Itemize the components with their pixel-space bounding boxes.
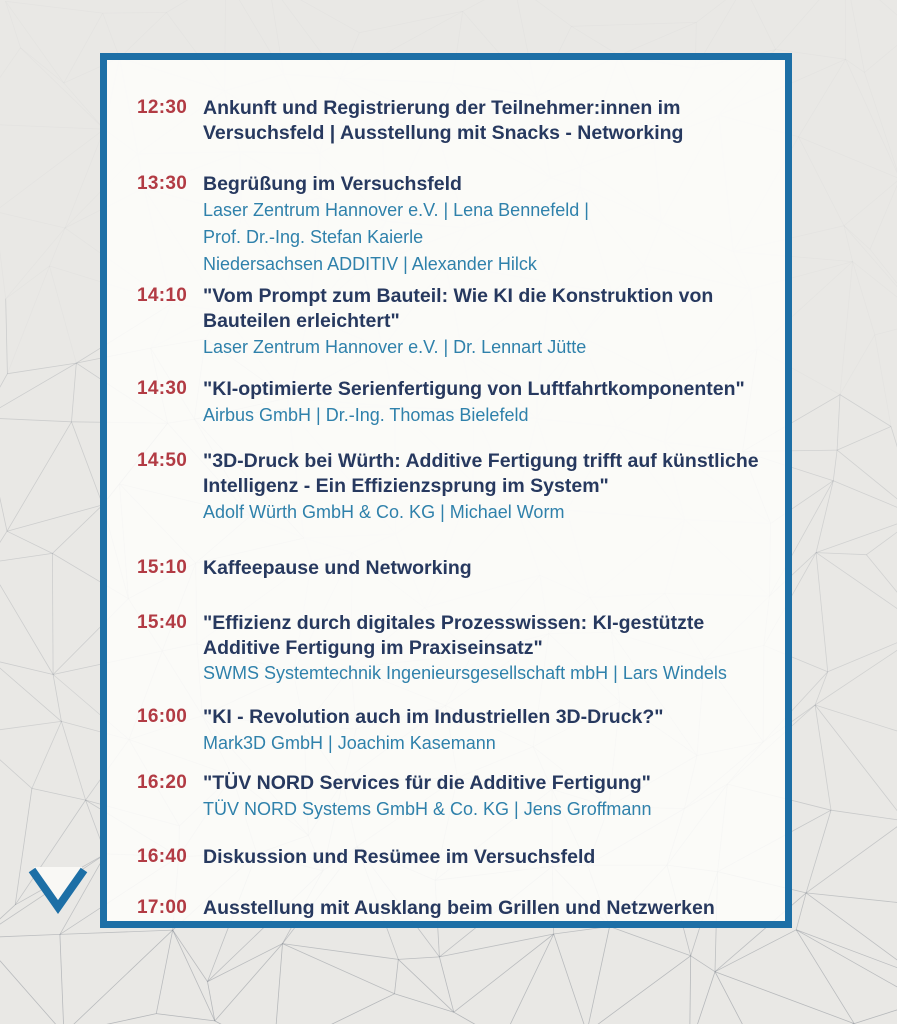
agenda-row bbox=[137, 705, 767, 757]
speaker-line: Airbus GmbH | Dr.-Ing. Thomas Bielefeld bbox=[203, 404, 529, 425]
session-title: Kaffeepause und Networking bbox=[203, 556, 472, 579]
session-title: Ankunft und Registrierung der Teilnehmer:innen im Versuchsfeld | Ausstellung mit Snacks - Networking bbox=[203, 97, 684, 144]
speaker-line: Adolf Würth GmbH & Co. KG | Michael Worm bbox=[203, 501, 565, 522]
agenda-row bbox=[137, 896, 767, 921]
time-label: 16:20 bbox=[137, 772, 188, 794]
agenda-row bbox=[137, 771, 767, 823]
session-title: Ausstellung mit Ausklang beim Grillen und Netzwerken bbox=[203, 897, 715, 920]
session-title: "KI-optimierte Serienfertigung von Luftfahrtkomponenten" bbox=[203, 377, 745, 400]
time-label: 14:10 bbox=[137, 284, 188, 306]
agenda-row bbox=[137, 556, 767, 581]
speaker-line: Mark3D GmbH | Joachim Kasemann bbox=[203, 733, 496, 754]
time-label: 17:00 bbox=[137, 897, 188, 919]
session-title: "KI - Revolution auch im Industriellen 3D-Druck?" bbox=[203, 706, 664, 729]
agenda-row bbox=[137, 845, 767, 870]
session-title: Diskussion und Resümee im Versuchsfeld bbox=[203, 846, 596, 869]
agenda-row bbox=[137, 611, 767, 688]
agenda-row bbox=[137, 96, 767, 146]
agenda-row bbox=[137, 449, 767, 526]
agenda-row bbox=[137, 172, 767, 278]
time-label: 14:50 bbox=[137, 449, 188, 471]
speaker-line: SWMS Systemtechnik Ingenieursgesellschaft mbH | Lars Windels bbox=[203, 663, 727, 684]
agenda-row bbox=[137, 377, 767, 429]
session-title: Begrüßung im Versuchsfeld bbox=[203, 172, 462, 195]
time-label: 16:00 bbox=[137, 706, 188, 728]
time-label: 15:10 bbox=[137, 556, 188, 578]
speaker-line: Prof. Dr.-Ing. Stefan Kaierle bbox=[203, 226, 424, 247]
time-label: 14:30 bbox=[137, 377, 188, 399]
speaker-line: TÜV NORD Systems GmbH & Co. KG | Jens Groffmann bbox=[203, 799, 652, 820]
agenda-card bbox=[100, 53, 792, 928]
speaker-line: Niedersachsen ADDITIV | Alexander Hilck bbox=[203, 253, 537, 274]
time-label: 13:30 bbox=[137, 172, 188, 194]
card-tail bbox=[28, 861, 88, 917]
speaker-line: Laser Zentrum Hannover e.V. | Dr. Lennart Jütte bbox=[203, 336, 587, 357]
time-label: 16:40 bbox=[137, 846, 188, 868]
session-title: "3D-Druck bei Würth: Additive Fertigung trifft auf künstliche Intelligenz - Ein Effizienzsprung im System" bbox=[203, 449, 759, 497]
session-title: "Effizienz durch digitales Prozesswissen: KI-gestützte Additive Fertigung im Praxiseinsatz" bbox=[203, 611, 705, 659]
agenda-row bbox=[137, 284, 767, 361]
session-title: "Vom Prompt zum Bauteil: Wie KI die Konstruktion von Bauteilen erleichtert" bbox=[203, 284, 714, 332]
speaker-line: Laser Zentrum Hannover e.V. | Lena Bennefeld | bbox=[203, 199, 589, 220]
time-label: 12:30 bbox=[137, 97, 188, 118]
time-label: 15:40 bbox=[137, 611, 188, 633]
session-title: "TÜV NORD Services für die Additive Fertigung" bbox=[203, 772, 651, 795]
